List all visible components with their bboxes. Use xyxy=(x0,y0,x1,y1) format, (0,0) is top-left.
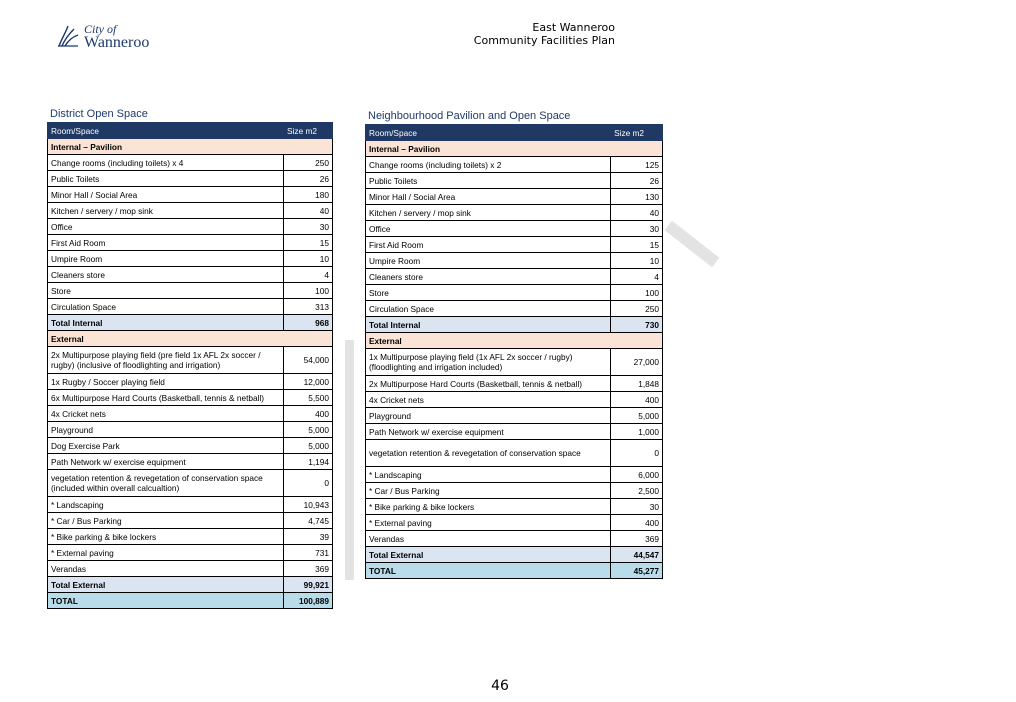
table-row xyxy=(48,497,333,513)
section-heading-row xyxy=(48,139,333,155)
table-row xyxy=(48,374,333,390)
external-heading: External xyxy=(366,333,663,349)
size-cell: 5,000 xyxy=(284,438,333,454)
size-cell: 0 xyxy=(284,470,333,497)
table-row xyxy=(366,424,663,440)
table-row xyxy=(366,376,663,392)
table-row xyxy=(366,253,663,269)
total-internal-label: Total Internal xyxy=(366,317,611,333)
table-row xyxy=(366,301,663,317)
size-cell: 313 xyxy=(284,299,333,315)
room-cell: vegetation retention & revegetation of conservation space xyxy=(366,440,611,467)
room-cell: 1x Multipurpose playing field (1x AFL 2x soccer / rugby) (floodlighting and irrigation included) xyxy=(366,349,611,376)
room-cell: Change rooms (including toilets) x 2 xyxy=(366,157,611,173)
watermark-bar xyxy=(345,340,354,580)
size-cell: 5,000 xyxy=(284,422,333,438)
room-cell: Office xyxy=(366,221,611,237)
grand-total-label: TOTAL xyxy=(48,593,284,609)
room-cell: Umpire Room xyxy=(48,251,284,267)
size-cell: 250 xyxy=(611,301,663,317)
table-row xyxy=(48,422,333,438)
room-cell: Verandas xyxy=(48,561,284,577)
size-cell: 6,000 xyxy=(611,467,663,483)
table-row xyxy=(48,454,333,470)
left-internal-rows xyxy=(48,155,333,315)
table-row xyxy=(48,347,333,374)
left-external-rows xyxy=(48,347,333,577)
table-row xyxy=(366,531,663,547)
room-cell: Change rooms (including toilets) x 4 xyxy=(48,155,284,171)
table-row xyxy=(48,187,333,203)
table-row xyxy=(366,189,663,205)
size-cell: 15 xyxy=(284,235,333,251)
room-cell: Kitchen / servery / mop sink xyxy=(366,205,611,221)
district-open-space-table xyxy=(47,122,333,609)
room-cell: Public Toilets xyxy=(48,171,284,187)
table-row xyxy=(366,408,663,424)
size-cell: 731 xyxy=(284,545,333,561)
table-row xyxy=(48,235,333,251)
total-external-value: 99,921 xyxy=(284,577,333,593)
neighbourhood-pavilion-table xyxy=(365,124,663,579)
size-cell: 12,000 xyxy=(284,374,333,390)
room-cell: Circulation Space xyxy=(366,301,611,317)
size-cell: 1,000 xyxy=(611,424,663,440)
room-cell: Minor Hall / Social Area xyxy=(48,187,284,203)
room-cell: Path Network w/ exercise equipment xyxy=(366,424,611,440)
size-cell: 400 xyxy=(611,515,663,531)
room-cell: Kitchen / servery / mop sink xyxy=(48,203,284,219)
header-line-2: Community Facilities Plan xyxy=(473,34,615,47)
size-cell: 180 xyxy=(284,187,333,203)
total-external-label: Total External xyxy=(48,577,284,593)
total-internal-row xyxy=(48,315,333,331)
table-row xyxy=(366,515,663,531)
size-cell: 26 xyxy=(611,173,663,189)
size-cell: 30 xyxy=(611,221,663,237)
size-cell: 5,000 xyxy=(611,408,663,424)
room-cell: Cleaners store xyxy=(366,269,611,285)
size-cell: 4,745 xyxy=(284,513,333,529)
size-cell: 5,500 xyxy=(284,390,333,406)
header-line-1: East Wanneroo xyxy=(532,21,615,34)
total-external-row xyxy=(48,577,333,593)
size-cell: 30 xyxy=(284,219,333,235)
table-header-row xyxy=(48,123,333,139)
size-cell: 130 xyxy=(611,189,663,205)
table-row xyxy=(48,171,333,187)
total-internal-value: 968 xyxy=(284,315,333,331)
size-cell: 40 xyxy=(284,203,333,219)
table-row xyxy=(48,561,333,577)
size-cell: 30 xyxy=(611,499,663,515)
grand-total-row xyxy=(48,593,333,609)
room-cell: 6x Multipurpose Hard Courts (Basketball, tennis & netball) xyxy=(48,390,284,406)
room-cell: * Car / Bus Parking xyxy=(48,513,284,529)
col-room-header: Room/Space xyxy=(48,123,284,139)
table-row xyxy=(48,470,333,497)
room-cell: 2x Multipurpose Hard Courts (Basketball, tennis & netball) xyxy=(366,376,611,392)
total-external-row xyxy=(366,547,663,563)
section-heading-row xyxy=(366,141,663,157)
table-row xyxy=(366,440,663,467)
size-cell: 4 xyxy=(611,269,663,285)
size-cell: 0 xyxy=(611,440,663,467)
size-cell: 15 xyxy=(611,237,663,253)
room-cell: 2x Multipurpose playing field (pre field 1x AFL 2x soccer / rugby) (inclusive of floodlighting and irrigation) xyxy=(48,347,284,374)
room-cell: * External paving xyxy=(366,515,611,531)
table-row xyxy=(48,203,333,219)
table-row xyxy=(366,173,663,189)
room-cell: * Bike parking & bike lockers xyxy=(48,529,284,545)
room-cell: Store xyxy=(366,285,611,301)
total-internal-label: Total Internal xyxy=(48,315,284,331)
size-cell: 400 xyxy=(284,406,333,422)
room-cell: Playground xyxy=(366,408,611,424)
room-cell: vegetation retention & revegetation of conservation space (included within overall calcualtion) xyxy=(48,470,284,497)
city-logo xyxy=(56,22,166,52)
room-cell: Public Toilets xyxy=(366,173,611,189)
logo-plant-icon xyxy=(56,24,80,48)
table-row xyxy=(366,392,663,408)
room-cell: Playground xyxy=(48,422,284,438)
room-cell: Office xyxy=(48,219,284,235)
size-cell: 10,943 xyxy=(284,497,333,513)
size-cell: 10 xyxy=(284,251,333,267)
room-cell: Cleaners store xyxy=(48,267,284,283)
room-cell: * Landscaping xyxy=(366,467,611,483)
logo-name-text: Wanneroo xyxy=(84,34,150,51)
room-cell: Path Network w/ exercise equipment xyxy=(48,454,284,470)
col-size-header: Size m2 xyxy=(284,123,333,139)
logo-city-text: City of xyxy=(84,22,117,36)
room-cell: Minor Hall / Social Area xyxy=(366,189,611,205)
right-table-title: Neighbourhood Pavilion and Open Space xyxy=(368,110,571,122)
size-cell: 26 xyxy=(284,171,333,187)
size-cell: 100 xyxy=(611,285,663,301)
watermark-bar xyxy=(665,221,720,267)
section-heading-row xyxy=(48,331,333,347)
table-row xyxy=(366,285,663,301)
table-row xyxy=(366,467,663,483)
total-external-value: 44,547 xyxy=(611,547,663,563)
right-internal-rows xyxy=(366,157,663,317)
table-row xyxy=(48,299,333,315)
table-row xyxy=(48,545,333,561)
table-row xyxy=(48,155,333,171)
table-row xyxy=(366,157,663,173)
room-cell: 4x Cricket nets xyxy=(366,392,611,408)
size-cell: 27,000 xyxy=(611,349,663,376)
size-cell: 4 xyxy=(284,267,333,283)
size-cell: 400 xyxy=(611,392,663,408)
internal-heading: Internal – Pavilion xyxy=(48,139,333,155)
size-cell: 10 xyxy=(611,253,663,269)
room-cell: * Car / Bus Parking xyxy=(366,483,611,499)
size-cell: 54,000 xyxy=(284,347,333,374)
room-cell: 1x Rugby / Soccer playing field xyxy=(48,374,284,390)
size-cell: 100 xyxy=(284,283,333,299)
table-row xyxy=(366,499,663,515)
table-row xyxy=(366,269,663,285)
room-cell: * Bike parking & bike lockers xyxy=(366,499,611,515)
grand-total-label: TOTAL xyxy=(366,563,611,579)
room-cell: Verandas xyxy=(366,531,611,547)
size-cell: 125 xyxy=(611,157,663,173)
size-cell: 2,500 xyxy=(611,483,663,499)
room-cell: Store xyxy=(48,283,284,299)
table-row xyxy=(48,513,333,529)
table-header-row xyxy=(366,125,663,141)
grand-total-row xyxy=(366,563,663,579)
table-row xyxy=(366,237,663,253)
total-internal-value: 730 xyxy=(611,317,663,333)
grand-total-value: 45,277 xyxy=(611,563,663,579)
room-cell: First Aid Room xyxy=(48,235,284,251)
table-row xyxy=(366,349,663,376)
left-table-title: District Open Space xyxy=(50,108,148,120)
col-room-header: Room/Space xyxy=(366,125,611,141)
total-external-label: Total External xyxy=(366,547,611,563)
table-row xyxy=(48,438,333,454)
size-cell: 40 xyxy=(611,205,663,221)
table-row xyxy=(48,406,333,422)
table-row xyxy=(48,390,333,406)
room-cell: * Landscaping xyxy=(48,497,284,513)
room-cell: First Aid Room xyxy=(366,237,611,253)
external-heading: External xyxy=(48,331,333,347)
document-header xyxy=(474,21,615,47)
size-cell: 1,848 xyxy=(611,376,663,392)
right-external-rows xyxy=(366,349,663,547)
room-cell: * External paving xyxy=(48,545,284,561)
size-cell: 39 xyxy=(284,529,333,545)
size-cell: 250 xyxy=(284,155,333,171)
col-size-header: Size m2 xyxy=(611,125,663,141)
size-cell: 1,194 xyxy=(284,454,333,470)
size-cell: 369 xyxy=(611,531,663,547)
page-number: 46 xyxy=(491,678,509,694)
room-cell: Dog Exercise Park xyxy=(48,438,284,454)
table-row xyxy=(48,283,333,299)
table-row xyxy=(48,529,333,545)
table-row xyxy=(366,483,663,499)
table-row xyxy=(48,251,333,267)
room-cell: Circulation Space xyxy=(48,299,284,315)
internal-heading: Internal – Pavilion xyxy=(366,141,663,157)
room-cell: 4x Cricket nets xyxy=(48,406,284,422)
section-heading-row xyxy=(366,333,663,349)
table-row xyxy=(48,267,333,283)
size-cell: 369 xyxy=(284,561,333,577)
room-cell: Umpire Room xyxy=(366,253,611,269)
grand-total-value: 100,889 xyxy=(284,593,333,609)
total-internal-row xyxy=(366,317,663,333)
table-row xyxy=(366,205,663,221)
table-row xyxy=(366,221,663,237)
table-row xyxy=(48,219,333,235)
